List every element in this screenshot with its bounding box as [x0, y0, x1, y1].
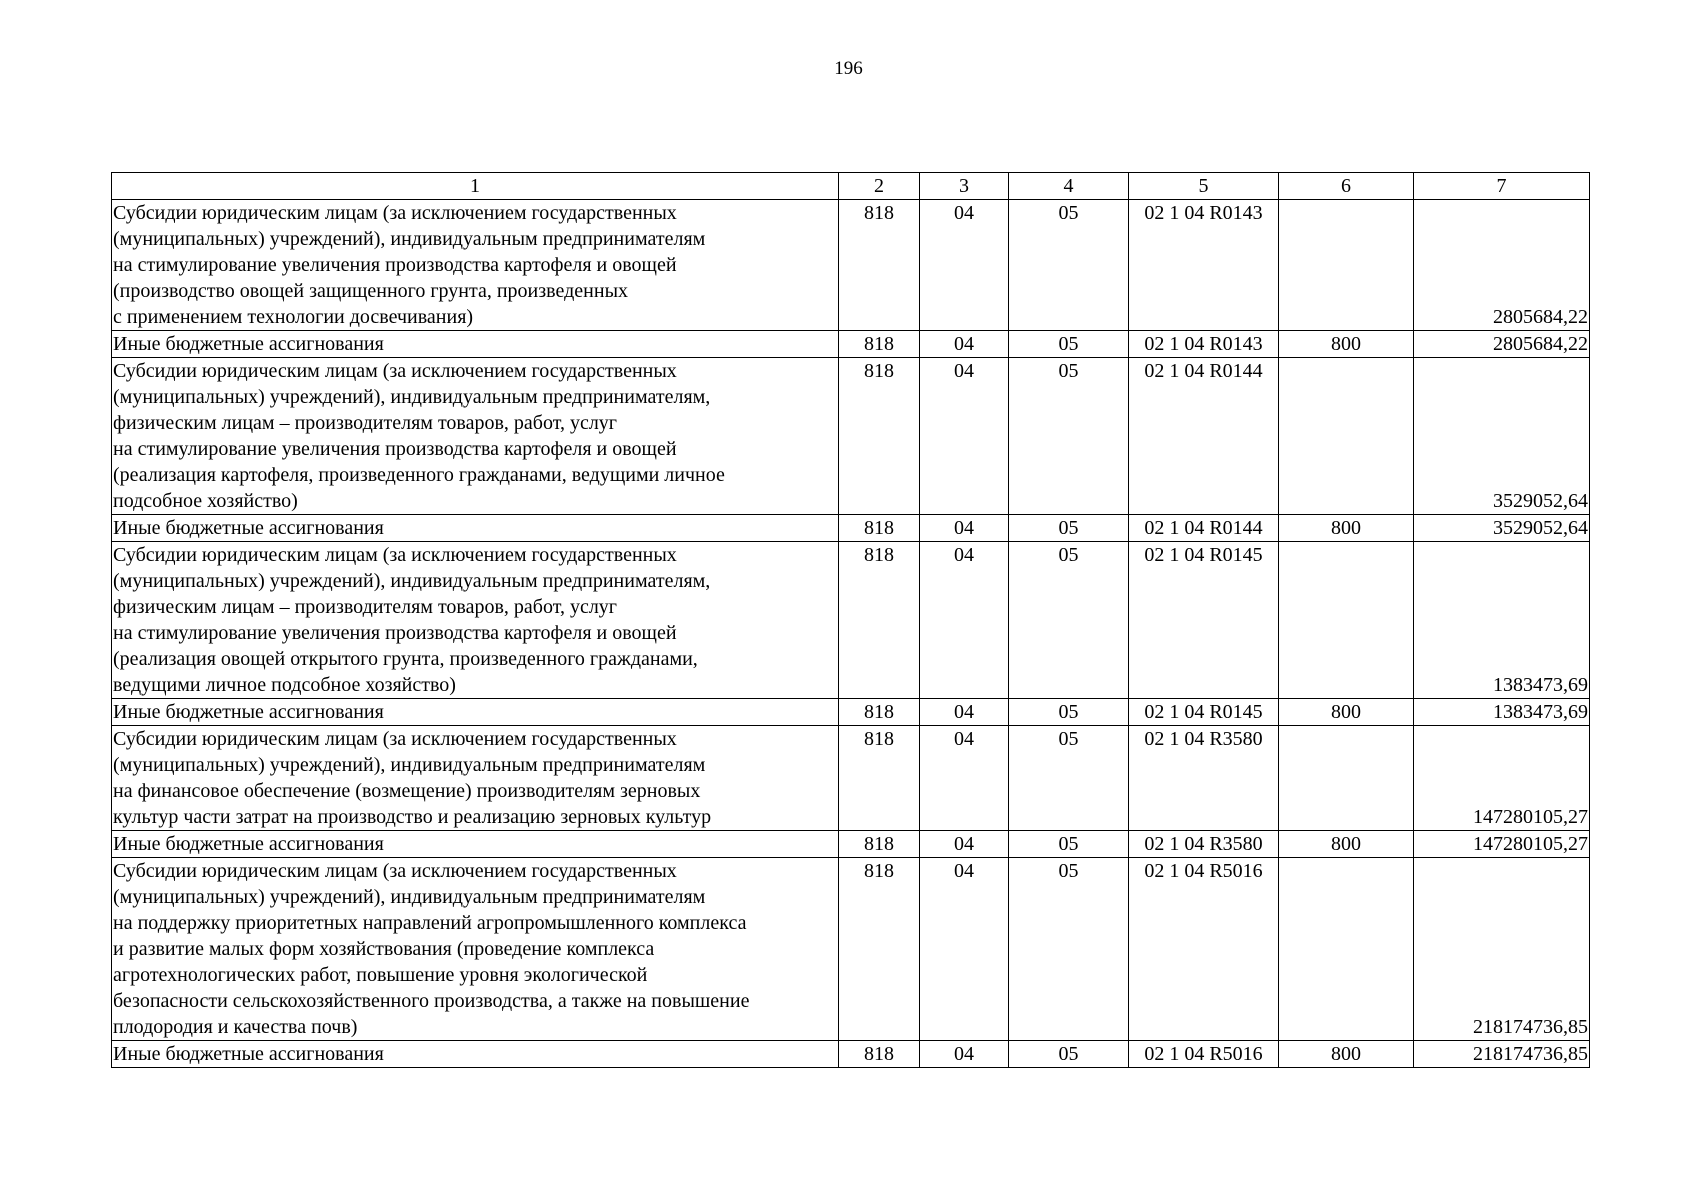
ministry-code-cell: 818 [839, 858, 920, 1041]
table-row [112, 858, 1590, 1041]
description-line: (муниципальных) учреждений), индивидуальным предпринимателям, [113, 570, 711, 592]
table-row [112, 542, 1590, 699]
target-article-cell: 02 1 04 R5016 [1129, 1041, 1279, 1068]
amount-cell: 3529052,64 [1414, 515, 1590, 542]
amount-cell: 147280105,27 [1414, 726, 1590, 831]
ministry-code-cell: 818 [839, 200, 920, 331]
section-code-cell: 04 [920, 1041, 1009, 1068]
header-cell: 6 [1279, 173, 1414, 200]
table-row [112, 831, 1590, 858]
expense-type-cell: 800 [1279, 699, 1414, 726]
subsection-code-cell: 05 [1009, 200, 1129, 331]
expense-type-cell: 800 [1279, 515, 1414, 542]
header-cell: 2 [839, 173, 920, 200]
description-line: плодородия и качества почв) [113, 1016, 358, 1038]
description-cell [112, 831, 839, 858]
subsection-code-cell: 05 [1009, 699, 1129, 726]
expense-type-cell [1279, 358, 1414, 515]
subsection-code-cell: 05 [1009, 858, 1129, 1041]
subsection-code-cell: 05 [1009, 331, 1129, 358]
expense-type-cell [1279, 542, 1414, 699]
description-cell [112, 858, 839, 1041]
target-article-cell: 02 1 04 R0143 [1129, 331, 1279, 358]
subsection-code-cell: 05 [1009, 1041, 1129, 1068]
ministry-code-cell: 818 [839, 726, 920, 831]
subsection-code-cell: 05 [1009, 358, 1129, 515]
target-article-cell: 02 1 04 R0144 [1129, 358, 1279, 515]
description-line: Иные бюджетные ассигнования [113, 833, 384, 855]
subsection-code-cell: 05 [1009, 726, 1129, 831]
table-row [112, 331, 1590, 358]
description-line: с применением технологии досвечивания) [113, 306, 474, 328]
description-cell [112, 699, 839, 726]
target-article-cell: 02 1 04 R3580 [1129, 726, 1279, 831]
description-cell [112, 542, 839, 699]
ministry-code-cell: 818 [839, 358, 920, 515]
description-line: Субсидии юридическим лицам (за исключением государственных [113, 202, 677, 224]
description-line: на стимулирование увеличения производства картофеля и овощей [113, 254, 677, 276]
description-line: Иные бюджетные ассигнования [113, 517, 384, 539]
description-cell [112, 358, 839, 515]
description-cell [112, 200, 839, 331]
header-cell: 3 [920, 173, 1009, 200]
ministry-code-cell: 818 [839, 831, 920, 858]
description-line: на финансовое обеспечение (возмещение) производителям зерновых [113, 780, 701, 802]
expense-type-cell [1279, 200, 1414, 331]
amount-cell: 147280105,27 [1414, 831, 1590, 858]
header-cell: 5 [1129, 173, 1279, 200]
description-line: безопасности сельскохозяйственного производства, а также на повышение [113, 990, 750, 1012]
subsection-code-cell: 05 [1009, 515, 1129, 542]
description-line: на стимулирование увеличения производства картофеля и овощей [113, 438, 677, 460]
description-line: агротехнологических работ, повышение уровня экологической [113, 964, 648, 986]
expense-type-cell [1279, 858, 1414, 1041]
table-body [112, 200, 1590, 1068]
header-cell: 1 [112, 173, 839, 200]
section-code-cell: 04 [920, 699, 1009, 726]
subsection-code-cell: 05 [1009, 542, 1129, 699]
target-article-cell: 02 1 04 R5016 [1129, 858, 1279, 1041]
ministry-code-cell: 818 [839, 1041, 920, 1068]
table-row [112, 200, 1590, 331]
description-line: (муниципальных) учреждений), индивидуальным предпринимателям [113, 886, 706, 908]
description-line: Иные бюджетные ассигнования [113, 1043, 384, 1065]
budget-table [111, 172, 1590, 1068]
amount-cell: 1383473,69 [1414, 542, 1590, 699]
section-code-cell: 04 [920, 200, 1009, 331]
description-line: (производство овощей защищенного грунта, произведенных [113, 280, 628, 302]
page-number: 196 [834, 58, 863, 79]
description-line: (муниципальных) учреждений), индивидуальным предпринимателям [113, 228, 706, 250]
amount-cell: 218174736,85 [1414, 1041, 1590, 1068]
description-line: физическим лицам – производителям товаров, работ, услуг [113, 596, 618, 618]
section-code-cell: 04 [920, 542, 1009, 699]
expense-type-cell: 800 [1279, 1041, 1414, 1068]
description-line: Иные бюджетные ассигнования [113, 333, 384, 355]
table-row [112, 1041, 1590, 1068]
table-row [112, 699, 1590, 726]
description-line: Субсидии юридическим лицам (за исключением государственных [113, 360, 677, 382]
section-code-cell: 04 [920, 831, 1009, 858]
target-article-cell: 02 1 04 R0145 [1129, 542, 1279, 699]
section-code-cell: 04 [920, 726, 1009, 831]
description-line: (реализация овощей открытого грунта, произведенного гражданами, [113, 648, 698, 670]
description-line: Иные бюджетные ассигнования [113, 701, 384, 723]
section-code-cell: 04 [920, 515, 1009, 542]
table-header-row [112, 173, 1590, 200]
section-code-cell: 04 [920, 358, 1009, 515]
description-line: и развитие малых форм хозяйствования (проведение комплекса [113, 938, 655, 960]
amount-cell: 3529052,64 [1414, 358, 1590, 515]
amount-cell: 2805684,22 [1414, 200, 1590, 331]
amount-cell: 1383473,69 [1414, 699, 1590, 726]
description-cell [112, 515, 839, 542]
target-article-cell: 02 1 04 R0144 [1129, 515, 1279, 542]
description-line: ведущими личное подсобное хозяйство) [113, 674, 456, 696]
description-line: на стимулирование увеличения производства картофеля и овощей [113, 622, 677, 644]
description-line: (муниципальных) учреждений), индивидуальным предпринимателям [113, 754, 706, 776]
amount-cell: 2805684,22 [1414, 331, 1590, 358]
expense-type-cell: 800 [1279, 831, 1414, 858]
ministry-code-cell: 818 [839, 699, 920, 726]
header-cell: 4 [1009, 173, 1129, 200]
expense-type-cell [1279, 726, 1414, 831]
description-line: культур части затрат на производство и реализацию зерновых культур [113, 806, 712, 828]
ministry-code-cell: 818 [839, 515, 920, 542]
description-line: физическим лицам – производителям товаров, работ, услуг [113, 412, 618, 434]
description-line: на поддержку приоритетных направлений агропромышленного комплекса [113, 912, 747, 934]
ministry-code-cell: 818 [839, 331, 920, 358]
table-row [112, 515, 1590, 542]
subsection-code-cell: 05 [1009, 831, 1129, 858]
description-line: подсобное хозяйство) [113, 490, 298, 512]
description-cell [112, 1041, 839, 1068]
target-article-cell: 02 1 04 R0143 [1129, 200, 1279, 331]
table-row [112, 726, 1590, 831]
ministry-code-cell: 818 [839, 542, 920, 699]
section-code-cell: 04 [920, 331, 1009, 358]
description-line: (муниципальных) учреждений), индивидуальным предпринимателям, [113, 386, 711, 408]
description-cell [112, 331, 839, 358]
description-line: Субсидии юридическим лицам (за исключением государственных [113, 728, 677, 750]
header-cell: 7 [1414, 173, 1590, 200]
description-line: Субсидии юридическим лицам (за исключением государственных [113, 860, 677, 882]
section-code-cell: 04 [920, 858, 1009, 1041]
expense-type-cell: 800 [1279, 331, 1414, 358]
table-row [112, 358, 1590, 515]
description-line: (реализация картофеля, произведенного гражданами, ведущими личное [113, 464, 725, 486]
target-article-cell: 02 1 04 R0145 [1129, 699, 1279, 726]
target-article-cell: 02 1 04 R3580 [1129, 831, 1279, 858]
amount-cell: 218174736,85 [1414, 858, 1590, 1041]
description-line: Субсидии юридическим лицам (за исключением государственных [113, 544, 677, 566]
description-cell [112, 726, 839, 831]
